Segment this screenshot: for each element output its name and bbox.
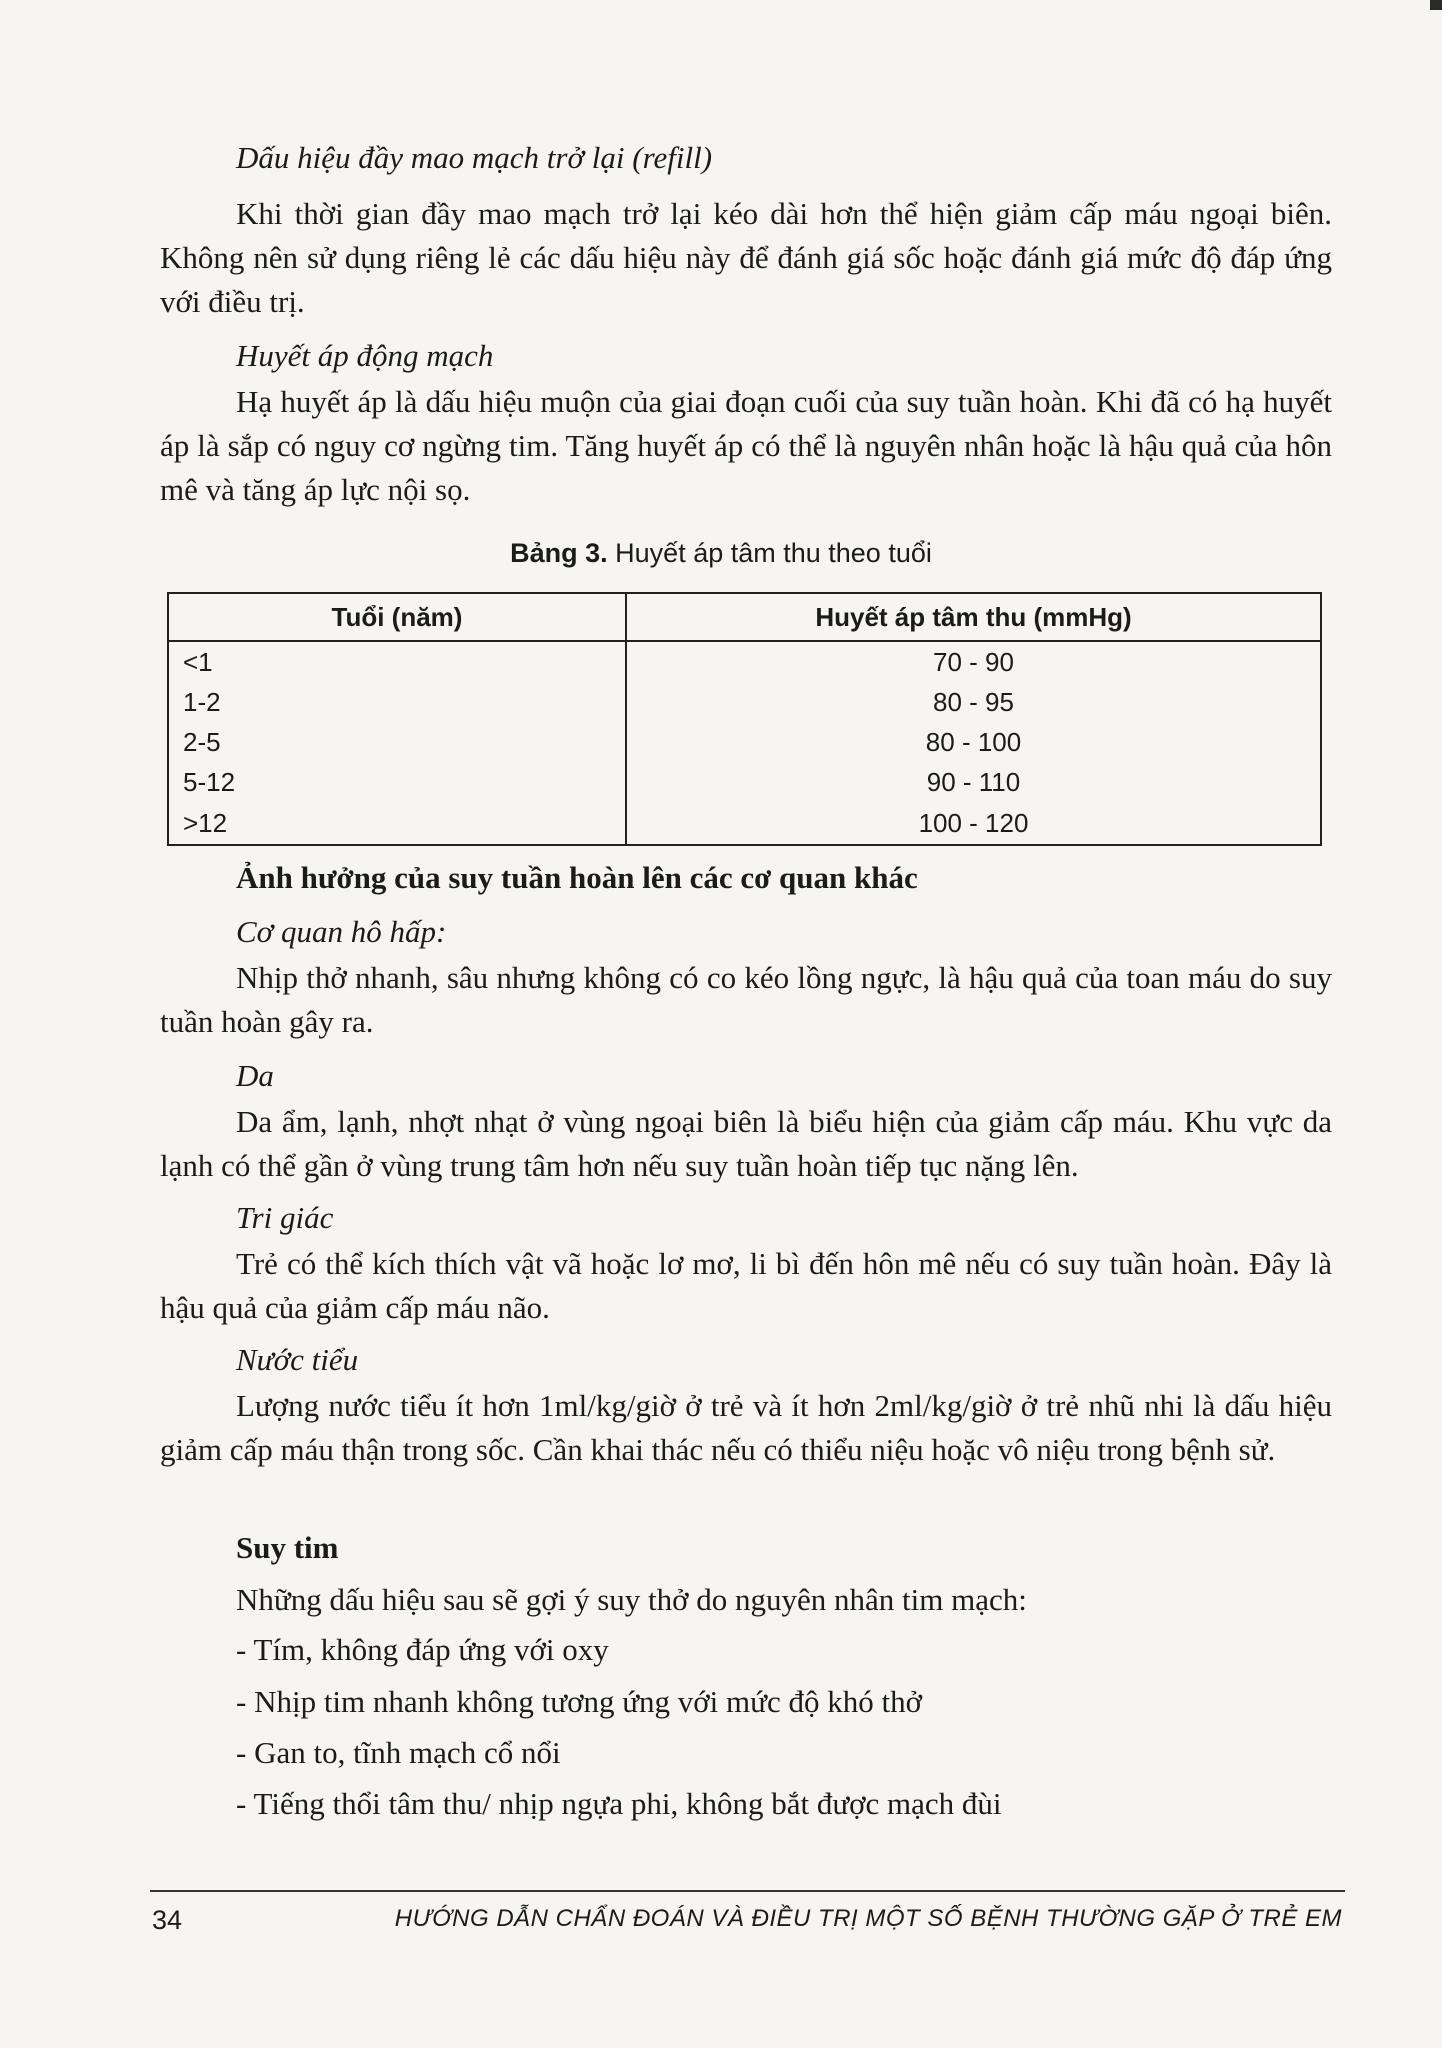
age-cell: >12 xyxy=(168,802,626,845)
list-item: - Nhịp tim nhanh không tương ứng với mức độ khó thở xyxy=(236,1684,922,1719)
refill-heading: Dấu hiệu đầy mao mạch trở lại (refill) xyxy=(236,140,713,175)
effects-heading: Ảnh hưởng của suy tuần hoàn lên các cơ quan khác xyxy=(236,860,918,895)
heart-failure-intro: Những dấu hiệu sau sẽ gợi ý suy thở do nguyên nhân tim mạch: xyxy=(236,1582,1027,1617)
table-caption-label: Bảng 3. xyxy=(510,538,608,568)
age-cell: 2-5 xyxy=(168,722,626,762)
age-cell: <1 xyxy=(168,641,626,682)
urine-paragraph: Lượng nước tiểu ít hơn 1ml/kg/giờ ở trẻ và ít hơn 2ml/kg/giờ ở trẻ nhũ nhi là dấu hiệu giảm cấp máu thận trong sốc. Cần khai thác nếu có thiểu niệu hoặc vô niệu trong bệnh sử. xyxy=(160,1388,1332,1467)
table-row xyxy=(168,762,1321,802)
consciousness-heading: Tri giác xyxy=(236,1200,334,1235)
systolic-cell: 80 - 100 xyxy=(626,722,1321,762)
table-row xyxy=(168,641,1321,682)
table-row xyxy=(168,682,1321,722)
respiratory-heading: Cơ quan hô hấp: xyxy=(236,914,447,949)
blood-pressure-table xyxy=(167,592,1322,846)
footer-title: HƯỚNG DẪN CHẨN ĐOÁN VÀ ĐIỀU TRỊ MỘT SỐ BỆNH THƯỜNG GẶP Ở TRẺ EM xyxy=(394,1905,1342,1932)
age-cell: 5-12 xyxy=(168,762,626,802)
respiratory-paragraph: Nhịp thở nhanh, sâu nhưng không có co kéo lồng ngực, là hậu quả của toan máu do suy tuần hoàn gây ra. xyxy=(160,960,1332,1039)
page-number: 34 xyxy=(152,1905,183,1935)
list-item: - Tiếng thổi tâm thu/ nhịp ngựa phi, không bắt được mạch đùi xyxy=(236,1786,1002,1821)
skin-heading: Da xyxy=(236,1058,274,1093)
blood-pressure-paragraph: Hạ huyết áp là dấu hiệu muộn của giai đoạn cuối của suy tuần hoàn. Khi đã có hạ huyết áp là sắp có nguy cơ ngừng tim. Tăng huyết áp có thể là nguyên nhân hoặc là hậu quả của hôn mê và tăng áp lực nội sọ. xyxy=(160,384,1332,507)
skin-paragraph: Da ẩm, lạnh, nhợt nhạt ở vùng ngoại biên là biểu hiện của giảm cấp máu. Khu vực da lạnh có thể gần ở vùng trung tâm hơn nếu suy tuần hoàn tiếp tục nặng lên. xyxy=(160,1104,1332,1183)
list-item: - Gan to, tĩnh mạch cổ nổi xyxy=(236,1735,561,1770)
blood-pressure-heading: Huyết áp động mạch xyxy=(236,338,494,373)
age-cell: 1-2 xyxy=(168,682,626,722)
table-caption-text: Huyết áp tâm thu theo tuổi xyxy=(607,538,932,568)
heart-failure-heading: Suy tim xyxy=(236,1530,339,1565)
header-age: Tuổi (năm) xyxy=(168,593,626,641)
consciousness-paragraph: Trẻ có thể kích thích vật vã hoặc lơ mơ, li bì đến hôn mê nếu có suy tuần hoàn. Đây là hậu quả của giảm cấp máu não. xyxy=(160,1246,1332,1325)
systolic-cell: 100 - 120 xyxy=(626,802,1321,845)
table-row xyxy=(168,722,1321,762)
footer-rule xyxy=(150,1890,1345,1892)
refill-paragraph: Khi thời gian đầy mao mạch trở lại kéo dài hơn thể hiện giảm cấp máu ngoại biên. Không nên sử dụng riêng lẻ các dấu hiệu này để đánh giá sốc hoặc đánh giá mức độ đáp ứng với điều trị. xyxy=(160,196,1332,319)
list-item: - Tím, không đáp ứng với oxy xyxy=(236,1632,609,1667)
systolic-cell: 80 - 95 xyxy=(626,682,1321,722)
urine-heading: Nước tiểu xyxy=(236,1342,359,1377)
table-row xyxy=(168,802,1321,845)
corner-mark xyxy=(1430,0,1442,10)
systolic-cell: 70 - 90 xyxy=(626,641,1321,682)
header-systolic: Huyết áp tâm thu (mmHg) xyxy=(626,593,1321,641)
table-caption xyxy=(0,538,1442,569)
table-header-row xyxy=(168,593,1321,641)
systolic-cell: 90 - 110 xyxy=(626,762,1321,802)
